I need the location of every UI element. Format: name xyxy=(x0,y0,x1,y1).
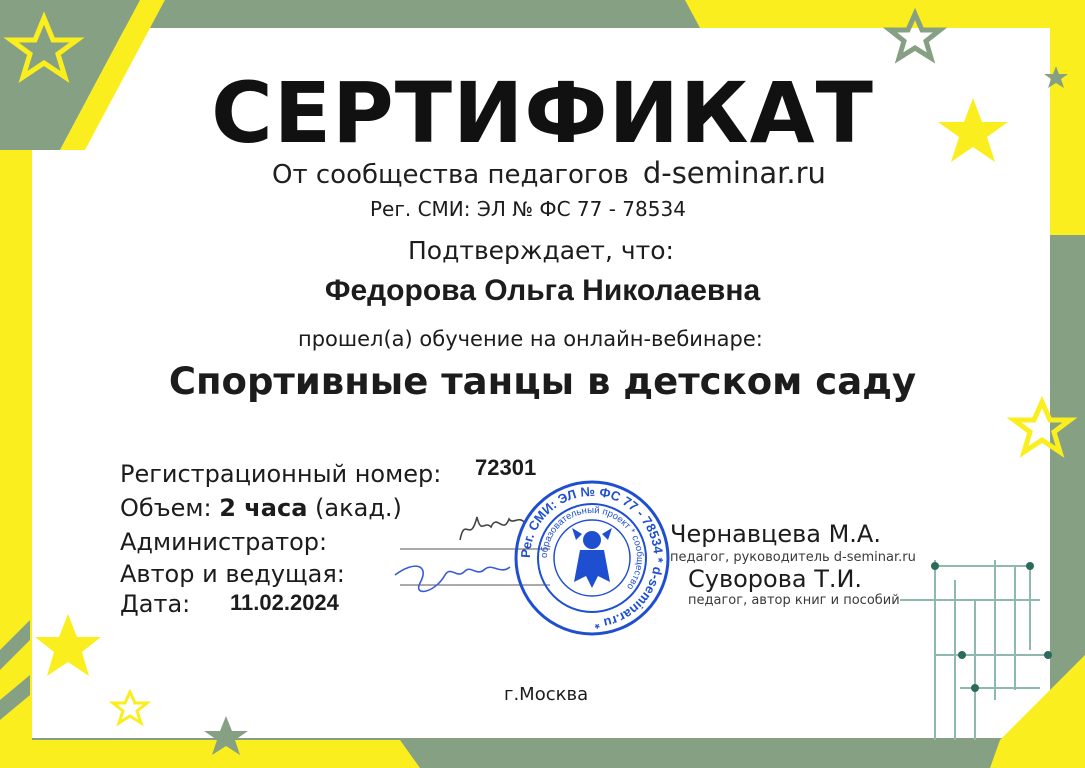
volume-label: Объем: xyxy=(120,494,212,522)
media-registration: Рег. СМИ: ЭЛ № ФС 77 - 78534 xyxy=(370,197,686,221)
signer2-name: Суворова Т.И. xyxy=(688,565,863,593)
volume-unit: (акад.) xyxy=(315,494,402,522)
registration-label: Регистрационный номер: xyxy=(120,460,442,488)
bottom-right-yellow xyxy=(990,655,1085,768)
recipient-name: Федорова Ольга Николаевна xyxy=(324,274,761,307)
star-yellow-bottom-left xyxy=(35,614,101,676)
administrator-label: Администратор: xyxy=(120,528,328,556)
registration-number: 72301 xyxy=(475,455,537,480)
date-value: 11.02.2024 xyxy=(230,590,339,615)
stamp-inner-text: образовательный проект * сообщество xyxy=(538,504,646,592)
signer2-role: педагог, автор книг и пособий xyxy=(688,593,900,608)
signer1-role: педагог, руководитель d-seminar.ru xyxy=(670,550,916,565)
certificate-title: СЕРТИФИКАТ xyxy=(211,64,874,162)
stamp-figure-icon xyxy=(572,528,612,588)
city-label: г.Москва xyxy=(504,684,589,705)
stamp-outer-text: Рег. СМИ: ЭЛ № ФС 77 - 78534 * d-seminar.ru * xyxy=(517,483,667,632)
issuer-site: d-seminar.ru xyxy=(642,156,826,190)
bottom-left-yellow xyxy=(0,600,420,768)
completed-text: прошел(а) обучение на онлайн-вебинаре: xyxy=(298,327,763,351)
course-title: Спортивные танцы в детском саду xyxy=(168,360,917,403)
official-stamp xyxy=(512,478,672,638)
confirms-text: Подтверждает, что: xyxy=(408,236,674,265)
author-label: Автор и ведущая: xyxy=(120,560,345,588)
issuer-text: От сообщества педагогов xyxy=(272,160,629,190)
circuit-nodes xyxy=(931,562,1052,692)
signature-author xyxy=(395,566,510,591)
volume-value: 2 часа xyxy=(219,494,308,522)
issuer-line xyxy=(272,156,826,190)
star-outline-bottom-left xyxy=(113,692,147,723)
date-label: Дата: xyxy=(120,590,191,618)
top-yellow-strip xyxy=(150,0,690,28)
signer1-name: Чернавцева М.А. xyxy=(670,520,881,548)
volume-line xyxy=(120,494,402,522)
